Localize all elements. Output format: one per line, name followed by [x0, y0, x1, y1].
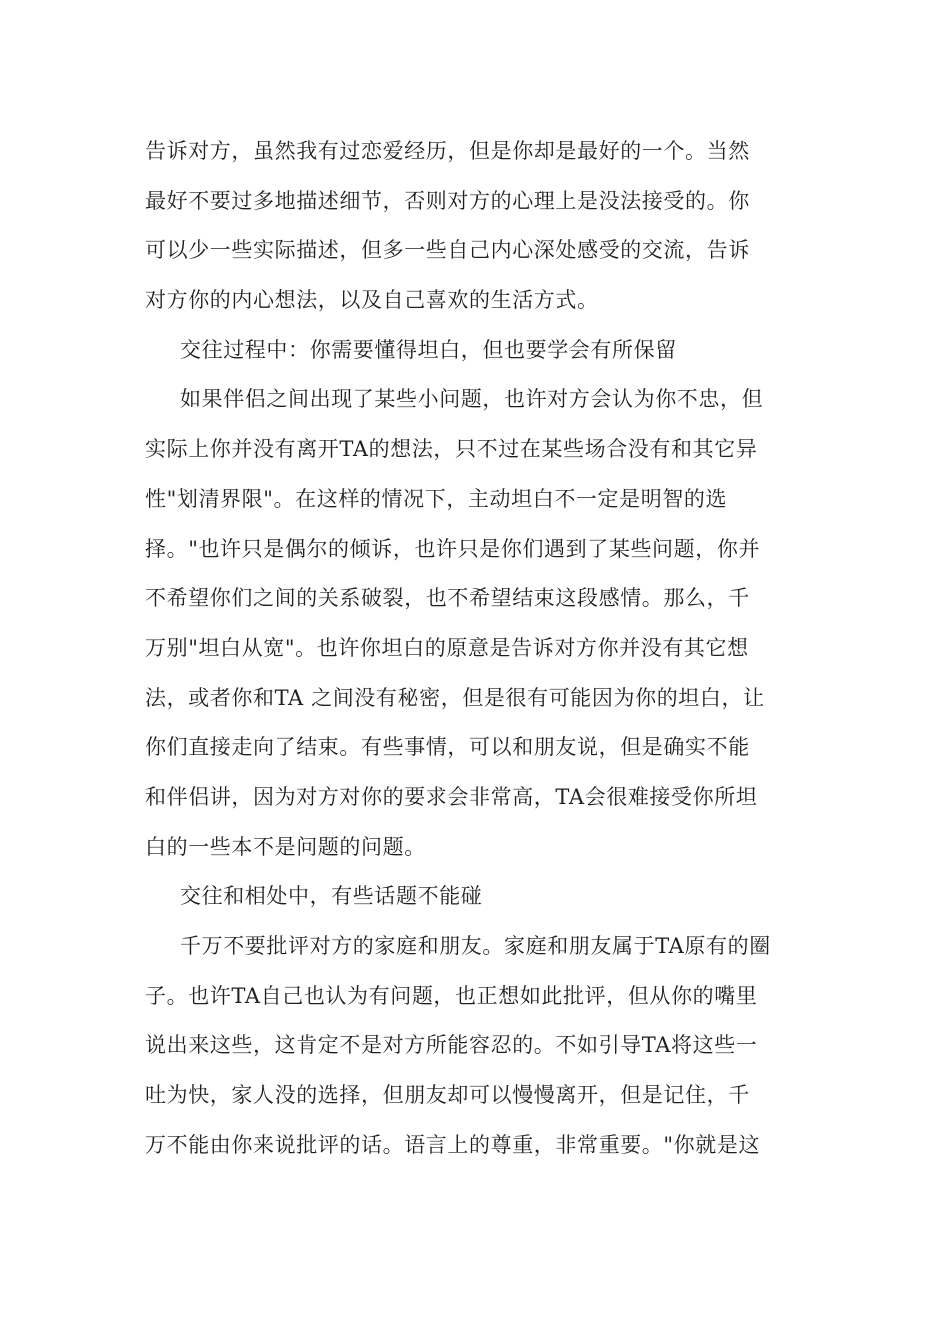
text-line: 吐为快，家人没的选择，但朋友却可以慢慢离开，但是记住，千 [145, 1083, 750, 1108]
text-line: 告诉对方，虽然我有过恋爱经历，但是你却是最好的一个。当然 [145, 139, 750, 163]
text-line: 实际上你并没有离开TA的想法，只不过在某些场合没有和其它异 [145, 437, 758, 462]
text-line: 法，或者你和TA 之间没有秘密，但是很有可能因为你的坦白，让 [145, 685, 765, 710]
paragraph-first-line: 千万不要批评对方的家庭和朋友。家庭和朋友属于TA原有的圈 [180, 934, 771, 958]
text-line: 白的一些本不是问题的问题。 [145, 834, 426, 859]
section-heading: 交往过程中：你需要懂得坦白，但也要学会有所保留 [180, 337, 677, 362]
text-line: 不希望你们之间的关系破裂，也不希望结束这段感情。那么，千 [145, 586, 750, 611]
text-line: 万不能由你来说批评的话。语言上的尊重，非常重要。"你就是这 [145, 1132, 761, 1157]
text-line: 说出来这些，这肯定不是对方所能容忍的。不如引导TA将这些一 [145, 1033, 758, 1058]
text-line: 最好不要过多地描述细节，否则对方的心理上是没法接受的。你 [145, 188, 750, 213]
text-line: 子。也许TA自己也认为有问题，也正想如此批评，但从你的嘴里 [145, 983, 758, 1008]
paragraph-first-line: 如果伴侣之间出现了某些小问题，也许对方会认为你不忠，但 [180, 387, 764, 412]
text-line: 性"划清界限"。在这样的情况下，主动坦白不一定是明智的选 [145, 486, 728, 511]
text-line: 你们直接走向了结束。有些事情，可以和朋友说，但是确实不能 [145, 735, 750, 760]
document-body [145, 127, 795, 1170]
text-line: 和伴侣讲，因为对方对你的要求会非常高，TA会很难接受你所坦 [145, 784, 758, 809]
section-heading: 交往和相处中，有些话题不能碰 [180, 884, 483, 909]
text-line: 万别"坦白从宽"。也许你坦白的原意是告诉对方你并没有其它想 [145, 635, 749, 660]
text-line: 可以少一些实际描述，但多一些自己内心深处感受的交流，告诉 [145, 238, 750, 263]
text-line: 对方你的内心想法，以及自己喜欢的生活方式。 [145, 288, 599, 313]
text-line: 择。"也许只是偶尔的倾诉，也许只是你们遇到了某些问题，你并 [145, 536, 761, 561]
